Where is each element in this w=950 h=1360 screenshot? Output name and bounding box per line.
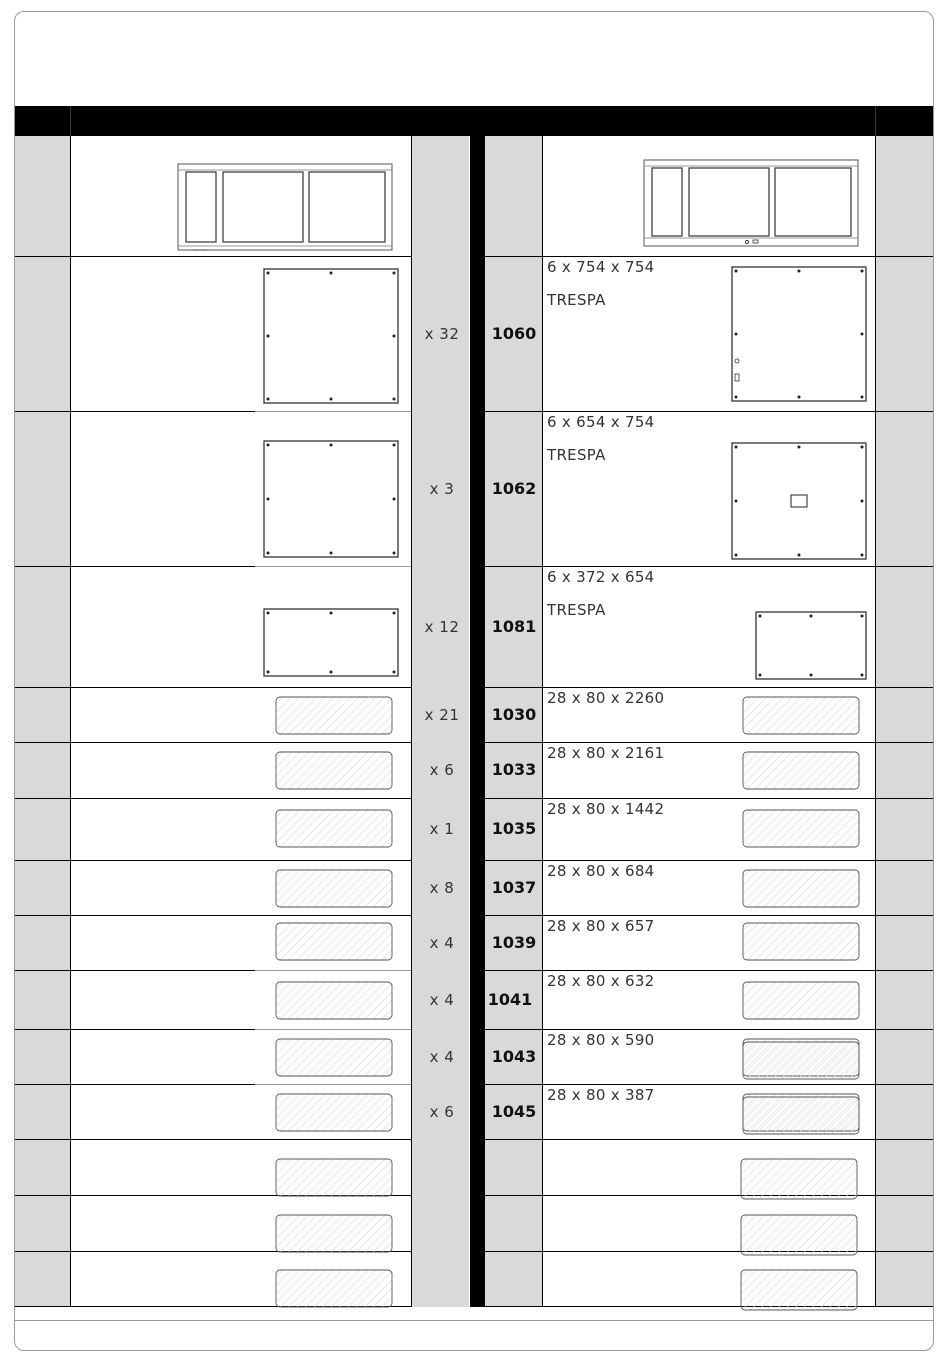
part-dimensions: 28 x 80 x 2260	[547, 689, 665, 707]
profile-right-drawing	[742, 696, 860, 735]
part-dimensions: 28 x 80 x 590	[547, 1031, 655, 1049]
footer-divider	[15, 1320, 933, 1321]
quantity-label: x 4	[429, 1047, 455, 1066]
part-dimensions: 28 x 80 x 684	[547, 862, 655, 880]
part-material: TRESPA	[547, 601, 606, 619]
profile-right-drawing	[742, 809, 860, 848]
profile-left-drawing	[275, 1269, 393, 1308]
part-dimensions: 6 x 654 x 754	[547, 413, 655, 431]
part-code: 1035	[491, 819, 537, 838]
quantity-label: x 12	[424, 617, 460, 636]
panel-1081-left-drawing	[263, 608, 399, 677]
part-dimensions: 28 x 80 x 632	[547, 972, 655, 990]
panel-1062-right-drawing	[731, 442, 867, 560]
profile-right-drawing	[740, 1214, 858, 1256]
quantity-label: x 8	[429, 878, 455, 897]
profile-right-drawing	[742, 869, 860, 908]
profile-right-drawing	[742, 1096, 860, 1135]
panel-1081-right-drawing	[755, 611, 867, 680]
part-code: 1030	[491, 704, 537, 724]
profile-left-drawing	[275, 696, 393, 735]
part-dimensions: 28 x 80 x 2161	[547, 744, 665, 762]
quantity-label: x 1	[429, 820, 455, 838]
part-code: 1039	[491, 932, 537, 952]
profile-left-drawing	[275, 1214, 393, 1253]
part-dimensions: 28 x 80 x 657	[547, 917, 655, 935]
part-code: 1033	[491, 760, 537, 779]
part-code: 1081	[491, 616, 537, 636]
profile-right-drawing	[742, 751, 860, 790]
panel-1060-right-drawing	[731, 266, 867, 402]
panel-1060-left-drawing	[263, 268, 399, 404]
profile-right-drawing	[742, 981, 860, 1020]
part-dimensions: 28 x 80 x 387	[547, 1086, 655, 1104]
part-material: TRESPA	[547, 291, 606, 309]
part-code: 1043	[491, 1046, 537, 1066]
part-code: 1041	[487, 989, 533, 1009]
part-code: 1060	[491, 323, 537, 343]
profile-left-drawing	[275, 1093, 393, 1132]
table-header-band	[15, 106, 933, 136]
profile-left-drawing	[275, 809, 393, 848]
part-dimensions: 6 x 754 x 754	[547, 258, 655, 276]
part-code: 1062	[491, 478, 537, 498]
quantity-label: x 4	[429, 990, 455, 1009]
profile-right-drawing	[742, 1041, 860, 1080]
quantity-label: x 3	[429, 479, 455, 498]
parts-table	[15, 136, 933, 1307]
part-code: 1037	[491, 877, 537, 897]
profile-left-drawing	[275, 922, 393, 961]
profile-left-drawing	[275, 869, 393, 908]
quantity-label: x 32	[424, 324, 460, 343]
part-dimensions: 28 x 80 x 1442	[547, 800, 665, 818]
quantity-label: x 6	[429, 1102, 455, 1121]
quantity-label: x 6	[429, 761, 455, 779]
profile-left-drawing	[275, 1038, 393, 1077]
page-frame	[14, 11, 934, 1351]
profile-left-drawing	[275, 1158, 393, 1197]
profile-left-drawing	[275, 981, 393, 1020]
profile-right-drawing	[742, 922, 860, 961]
cabinet-front-drawing	[177, 162, 395, 254]
cabinet-back-drawing	[643, 158, 861, 250]
quantity-label: x 21	[424, 705, 460, 724]
part-material: TRESPA	[547, 446, 606, 464]
panel-1062-left-drawing	[263, 440, 399, 558]
profile-left-drawing	[275, 751, 393, 790]
part-dimensions: 6 x 372 x 654	[547, 568, 655, 586]
profile-right-drawing	[740, 1158, 858, 1200]
profile-right-drawing	[740, 1269, 858, 1311]
part-code: 1045	[491, 1101, 537, 1121]
header-area	[15, 12, 933, 106]
quantity-label: x 4	[429, 933, 455, 952]
